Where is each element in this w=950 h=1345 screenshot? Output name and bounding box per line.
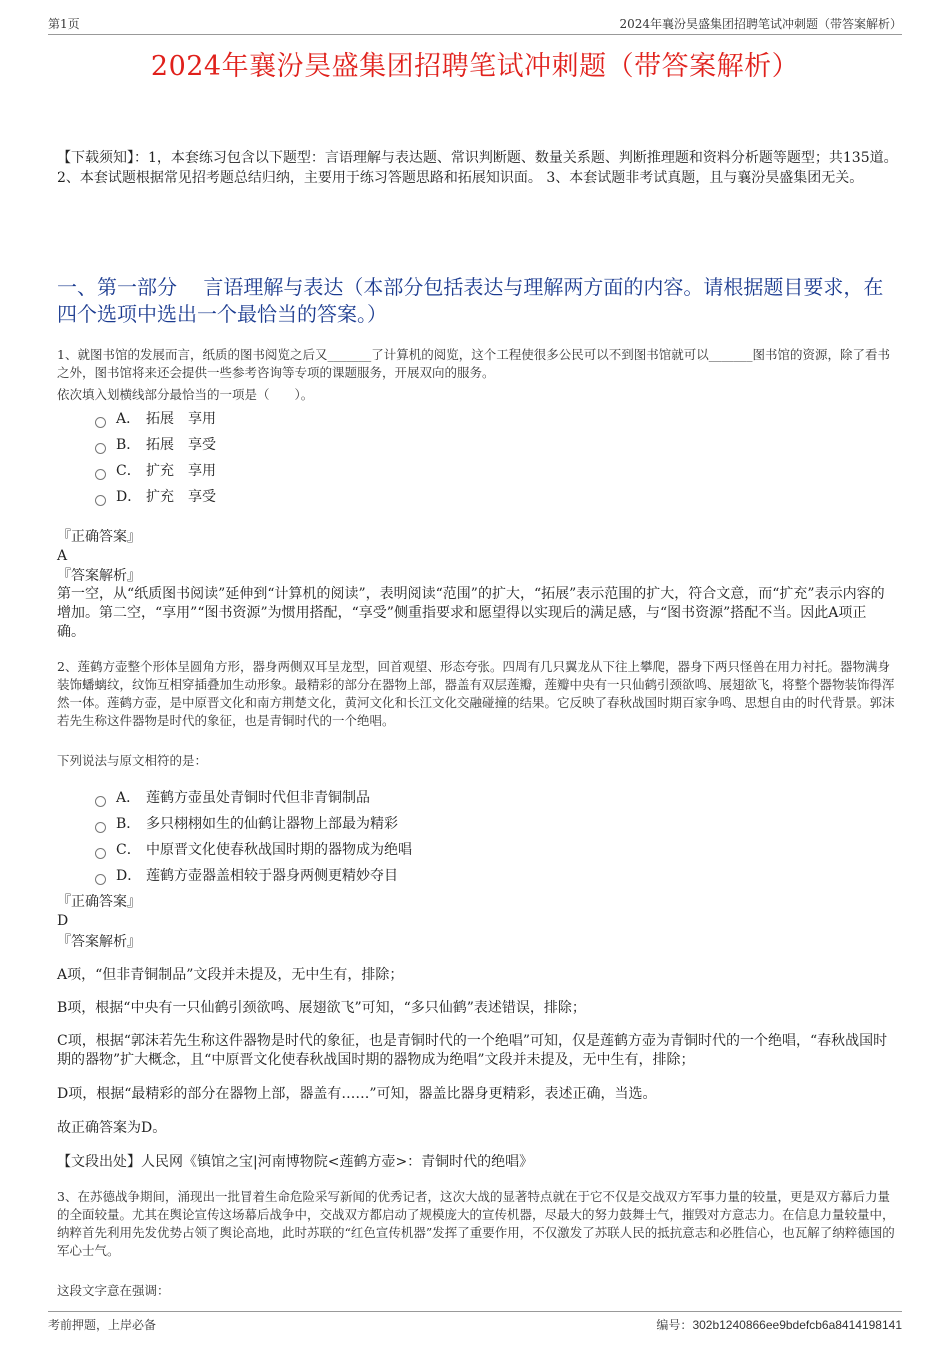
question-2-options xyxy=(95,785,412,889)
analysis-label: 『答案解析』 xyxy=(57,568,141,584)
answer-value: D xyxy=(57,913,69,929)
footer-slogan: 考前押题，上岸必备 xyxy=(48,1318,157,1332)
document-title: 2024年襄汾昊盛集团招聘笔试冲刺题（带答案解析） xyxy=(150,51,800,82)
radio-icon[interactable] xyxy=(95,822,106,833)
radio-icon[interactable] xyxy=(95,443,106,454)
radio-icon[interactable] xyxy=(95,874,106,885)
page-header xyxy=(48,12,902,35)
analysis-item-b: B项，根据“中央有一只仙鹤引颈欲鸣、展翅欲飞”可知，“多只仙鹤”表述错误，排除； xyxy=(57,1000,586,1016)
option-b[interactable]: B． 拓展 享受 xyxy=(95,432,216,458)
option-a[interactable]: A． 莲鹤方壶虽处青铜时代但非青铜制品 xyxy=(95,785,412,811)
analysis-item-c: C项，根据“郭沫若先生称这件器物是时代的象征，也是青铜时代的一个绝唱”可知，仅是莲鹤方壶为青铜时代的一个绝唱，“春秋战国时期的器物”扩大概念，且“中原晋文化使春秋战国时期的器物成为绝唱”文段并未提及，无中生有，排除； xyxy=(57,1033,888,1068)
question-2-prompt: 下列说法与原文相符的是： xyxy=(57,753,208,768)
question-2-stem: 2、莲鹤方壶整个形体呈圆角方形，器身两侧双耳呈龙型，回首观望、形态夸张。四周有几只翼龙从下往上攀爬，器身下两只怪兽在用力衬托。器物满身装饰蟠螭纹，纹饰互相穿插叠加生动形象。最精彩的部分在器物上部，器盖有双层莲瓣，莲瓣中央有一只仙鹤引颈欲鸣、展翅欲飞，将整个器物装饰得浑然一体。莲鹤方壶，是中原晋文化和南方荆楚文化，黄河文化和长江文化交融碰撞的结果。它反映了春秋战国时期百家争鸣、思想自由的时代背景。郭沫若先生称这件器物是时代的象征，也是青铜时代的一个绝唱。 xyxy=(57,659,895,728)
source-citation: 【文段出处】人民网《镇馆之宝|河南博物院<莲鹤方壶>：青铜时代的绝唱》 xyxy=(57,1154,534,1170)
answer-label: 『正确答案』 xyxy=(57,894,141,910)
option-d[interactable]: D． 莲鹤方壶器盖相较于器身两侧更精妙夺目 xyxy=(95,863,412,889)
question-1-prompt: 依次填入划横线部分最恰当的一项是（ ）。 xyxy=(57,387,314,402)
question-3-stem: 3、在苏德战争期间，涌现出一批冒着生命危险采写新闻的优秀记者，这次大战的显著特点就在于它不仅是交战双方军事力量的较量，更是双方幕后力量的全面较量。尤其在舆论宣传这场幕后战争中，交战双方都启动了规模庞大的宣传机器，尽最大的努力鼓舞士气，摧毁对方意志力。在信息力量较量中，纳粹首先利用先发优势占领了舆论高地，此时苏联的“红色宣传机器”发挥了重要作用，不仅激发了苏联人民的抵抗意志和必胜信心，也瓦解了纳粹德国的军心士气。 xyxy=(57,1189,895,1258)
radio-icon[interactable] xyxy=(95,848,106,859)
document-code xyxy=(656,1316,902,1333)
code-label: 编号： xyxy=(656,1318,693,1332)
option-d[interactable]: D． 扩充 享受 xyxy=(95,484,216,510)
answer-value: A xyxy=(57,548,68,564)
radio-icon[interactable] xyxy=(95,495,106,506)
download-notice: 【下载须知】：1，本套练习包含以下题型：言语理解与表达题、常识判断题、数量关系题、判断推理题和资料分析题等题型；共135道。 2、本套试题根据常见招考题总结归纳，主要用于练习答题思路和拓展知识面。 3、本套试题非考试真题，且与襄汾昊盛集团无关。 xyxy=(57,150,898,186)
option-c[interactable]: C． 扩充 享用 xyxy=(95,458,216,484)
option-c[interactable]: C． 中原晋文化使春秋战国时期的器物成为绝唱 xyxy=(95,837,412,863)
analysis-conclusion: 故正确答案为D。 xyxy=(57,1120,167,1136)
question-3-prompt: 这段文字意在强调： xyxy=(57,1283,170,1298)
radio-icon[interactable] xyxy=(95,417,106,428)
section-title: 一、第一部分 言语理解与表达（本部分包括表达与理解两方面的内容。请根据题目要求，在四个选项中选出一个最恰当的答案。） xyxy=(57,275,884,326)
radio-icon[interactable] xyxy=(95,469,106,480)
page-number: 第1页 xyxy=(48,17,80,31)
analysis-text: 第一空，从“纸质图书阅读”延伸到“计算机的阅读”，表明阅读“范围”的扩大，“拓展”表示范围的扩大，符合文意，而“扩充”表示内容的增加。第二空，“享用”“图书资源”为惯用搭配，“享受”侧重指要求和愿望得以实现后的满足感，与“图书资源”搭配不当。因此A项正确。 xyxy=(57,586,885,640)
running-title: 2024年襄汾昊盛集团招聘笔试冲刺题（带答案解析） xyxy=(619,17,902,31)
analysis-item-d: D项，根据“最精彩的部分在器物上部，器盖有……”可知，器盖比器身更精彩，表述正确，当选。 xyxy=(57,1086,657,1102)
analysis-item-a: A项，“但非青铜制品”文段并未提及，无中生有，排除； xyxy=(57,967,404,983)
option-b[interactable]: B． 多只栩栩如生的仙鹤让器物上部最为精彩 xyxy=(95,811,412,837)
code-value: 302b1240866ee9bdefcb6a8414198141 xyxy=(692,1318,902,1332)
question-1-stem: 1、就图书馆的发展而言，纸质的图书阅览之后又_______了计算机的阅览，这个工程使很多公民可以不到图书馆就可以_______图书馆的资源，除了看书之外，图书馆将来还会提供一些参考咨询等专项的课题服务，开展双向的服务。 xyxy=(57,347,890,380)
question-1-options xyxy=(95,406,216,510)
option-a[interactable]: A． 拓展 享用 xyxy=(95,406,216,432)
page-footer xyxy=(48,1311,902,1334)
analysis-label: 『答案解析』 xyxy=(57,934,141,950)
radio-icon[interactable] xyxy=(95,796,106,807)
answer-label: 『正确答案』 xyxy=(57,529,141,545)
